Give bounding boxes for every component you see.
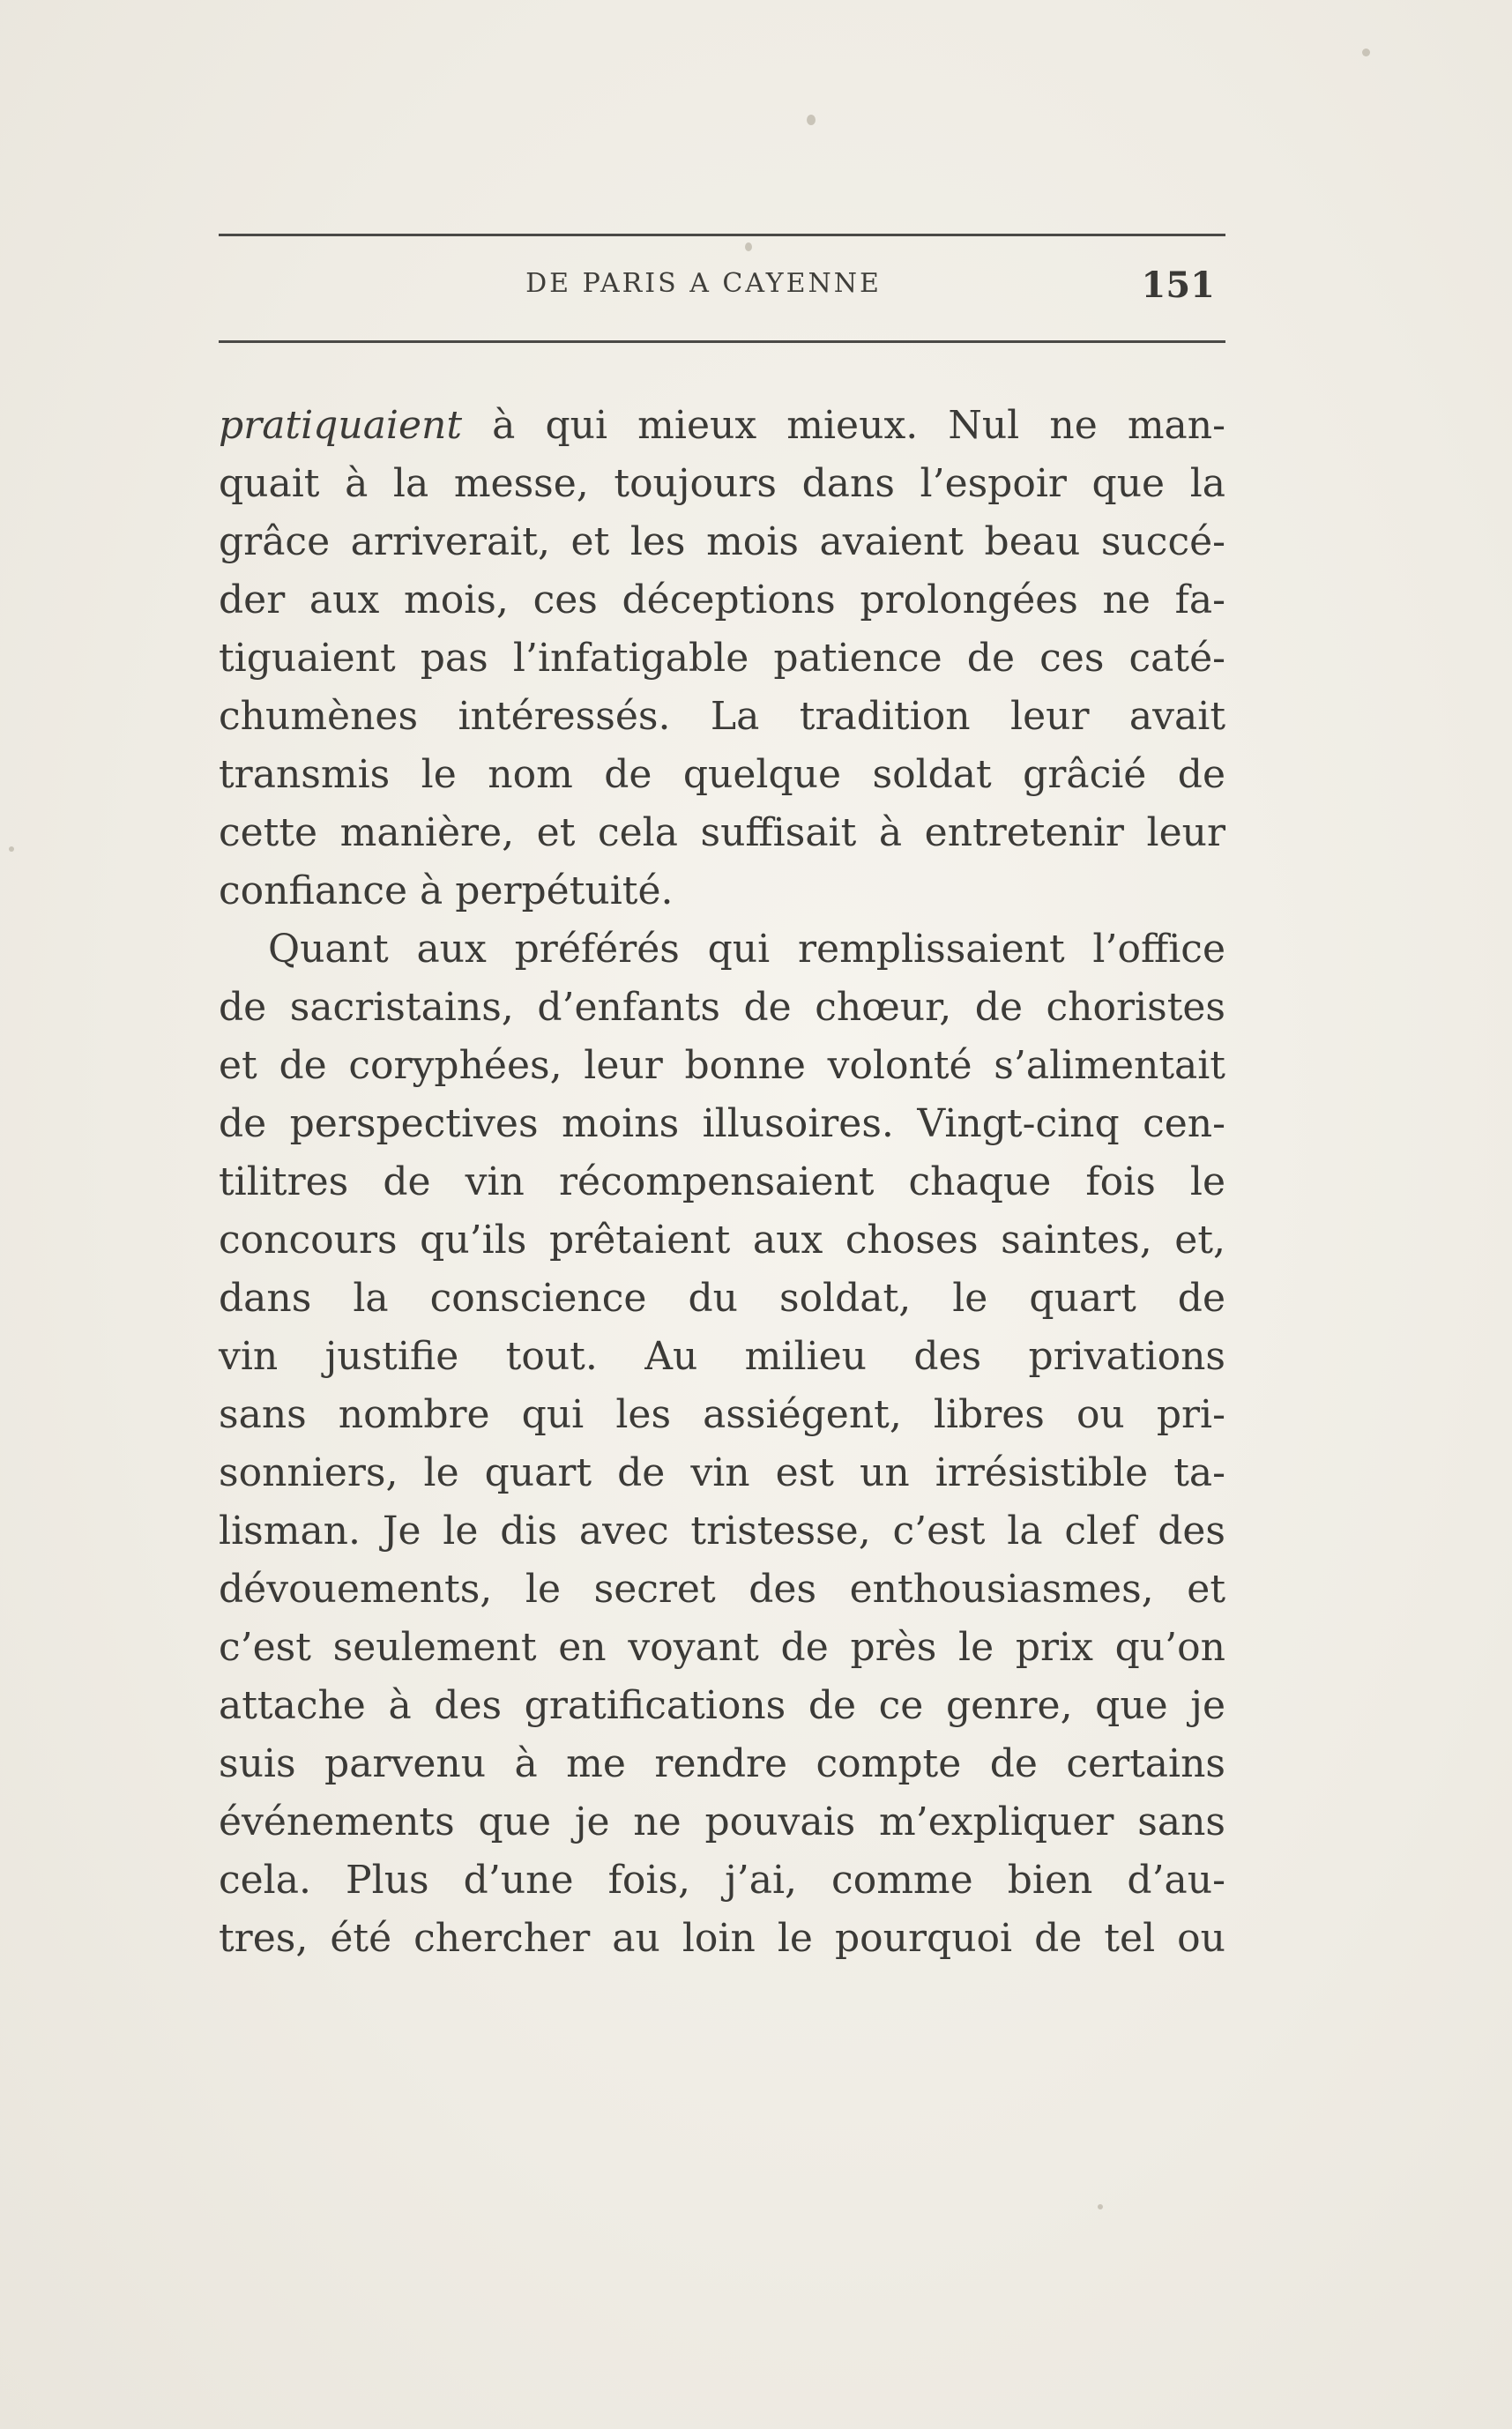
italic-word: pratiquaient: [219, 403, 463, 448]
text-line: suis parvenu à me rendre compte de certains: [219, 1741, 1225, 1786]
paragraph-end-line: confiance à perpétuité.: [219, 868, 674, 913]
text-line: attache à des gratifications de ce genre, que je: [219, 1683, 1225, 1728]
text-line: dévouements, le secret des enthousiasmes, et: [219, 1567, 1225, 1612]
text-line: quait à la messe, toujours dans l’espoir que la: [219, 461, 1225, 506]
text-line: pratiquaient à qui mieux mieux. Nul ne man-: [219, 403, 1225, 448]
paragraph-start-line: Quant aux préférés qui remplissaient l’office: [268, 927, 1225, 972]
text-line: der aux mois, ces déceptions prolongées ne fa-: [219, 577, 1225, 622]
text-line: c’est seulement en voyant de près le prix qu’on: [219, 1625, 1225, 1670]
page-number: 151: [1141, 265, 1215, 306]
text-line: grâce arriverait, et les mois avaient beau succé-: [219, 519, 1225, 564]
text-line: concours qu’ils prêtaient aux choses saintes, et,: [219, 1218, 1225, 1263]
text-line: tiguaient pas l’infatigable patience de ces caté-: [219, 636, 1225, 681]
text-line: et de coryphées, leur bonne volonté s’alimentait: [219, 1043, 1225, 1088]
text-line: cette manière, et cela suffisait à entretenir leur: [219, 810, 1225, 855]
text-line: vin justifie tout. Au milieu des privations: [219, 1334, 1225, 1379]
text-line: de sacristains, d’enfants de chœur, de choristes: [219, 985, 1225, 1030]
body-text: [219, 397, 1225, 1968]
text-line: chumènes intéressés. La tradition leur avait: [219, 694, 1225, 739]
text-line: tres, été chercher au loin le pourquoi de tel ou: [219, 1916, 1225, 1961]
running-head: [219, 265, 1225, 317]
paper-speck: [807, 115, 816, 125]
header-rule-bottom: [219, 340, 1225, 343]
paper-speck: [9, 846, 14, 852]
text-line: cela. Plus d’une fois, j’ai, comme bien d’au-: [219, 1858, 1225, 1903]
running-title: DE PARIS A CAYENNE: [525, 268, 882, 299]
text-line: tilitres de vin récompensaient chaque fois le: [219, 1159, 1225, 1204]
text-line: sans nombre qui les assiégent, libres ou pri-: [219, 1392, 1225, 1437]
paper-speck: [745, 242, 752, 251]
text-line: lisman. Je le dis avec tristesse, c’est la clef des: [219, 1509, 1225, 1554]
text-line: transmis le nom de quelque soldat grâcié de: [219, 752, 1225, 797]
text-line: de perspectives moins illusoires. Vingt-cinq cen-: [219, 1101, 1225, 1146]
text-line: événements que je ne pouvais m’expliquer sans: [219, 1799, 1225, 1844]
text-line: dans la conscience du soldat, le quart de: [219, 1276, 1225, 1321]
paper-speck: [1362, 48, 1370, 56]
text-line: sonniers, le quart de vin est un irrésistible ta-: [219, 1450, 1225, 1495]
header-rule-top: [219, 234, 1225, 236]
paper-speck: [1098, 2204, 1103, 2209]
